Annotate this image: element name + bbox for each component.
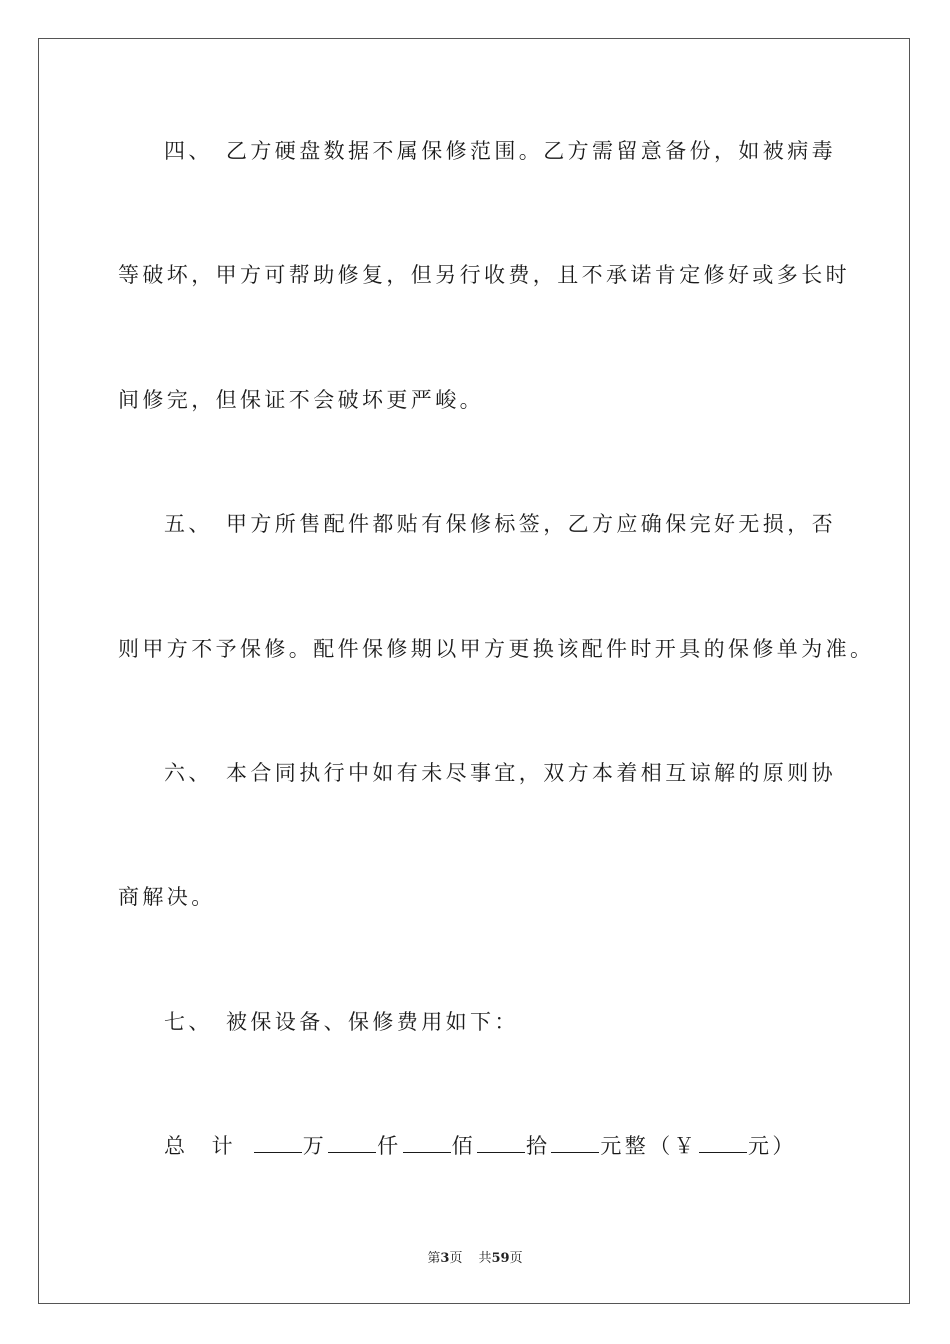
unit-qian: 仟: [377, 1134, 402, 1158]
paragraph-4-line-1: [164, 136, 836, 166]
paragraph-7-line-1: [164, 1007, 519, 1037]
blank-shi: [477, 1134, 525, 1153]
paragraph-6-line-1: [164, 758, 836, 788]
unit-yuan-zheng: 元整（￥: [600, 1134, 698, 1158]
total-label: 总 计: [164, 1134, 243, 1158]
unit-shi: 拾: [525, 1134, 551, 1158]
unit-yuan-close: 元）: [748, 1134, 797, 1158]
paragraph-4-number: 四、: [164, 139, 213, 163]
paragraph-6-number: 六、: [164, 761, 213, 785]
unit-bai: 佰: [451, 1134, 476, 1158]
footer-total-prefix: 共: [478, 1251, 492, 1266]
blank-yuan-figure: [699, 1134, 747, 1153]
unit-wan: 万: [302, 1134, 328, 1158]
paragraph-7-number: 七、: [164, 1010, 213, 1034]
paragraph-6-line-2: 商解决。: [118, 885, 216, 909]
paragraph-4-line-3: 间修完，但保证不会破坏更严峻。: [118, 388, 484, 412]
footer-page-number: 3: [440, 1251, 450, 1266]
footer-total-suffix: 页: [509, 1251, 523, 1266]
paragraph-5-number: 五、: [164, 512, 213, 536]
footer-total-pages: 59: [491, 1251, 510, 1266]
blank-yuan: [551, 1134, 599, 1153]
page-footer: [0, 1247, 950, 1266]
paragraph-6-text-1: 本合同执行中如有未尽事宜，双方本着相互谅解的原则协: [226, 761, 836, 785]
paragraph-5-text-1: 甲方所售配件都贴有保修标签，乙方应确保完好无损，否: [226, 512, 836, 536]
blank-qian: [328, 1134, 376, 1153]
total-line: [164, 1131, 797, 1161]
footer-page-suffix: 页: [449, 1251, 463, 1266]
blank-wan: [254, 1134, 302, 1153]
blank-bai: [403, 1134, 451, 1153]
page-border: [38, 38, 910, 1304]
paragraph-5-line-1: [164, 509, 836, 539]
paragraph-5-line-2: 则甲方不予保修。配件保修期以甲方更换该配件时开具的保修单为准。: [118, 637, 875, 661]
paragraph-4-text-1: 乙方硬盘数据不属保修范围。乙方需留意备份，如被病毒: [226, 139, 836, 163]
paragraph-7-text-1: 被保设备、保修费用如下：: [226, 1010, 519, 1034]
footer-page-prefix: 第: [427, 1251, 441, 1266]
paragraph-4-line-2: 等破坏，甲方可帮助修复，但另行收费，且不承诺肯定修好或多长时: [118, 263, 850, 287]
